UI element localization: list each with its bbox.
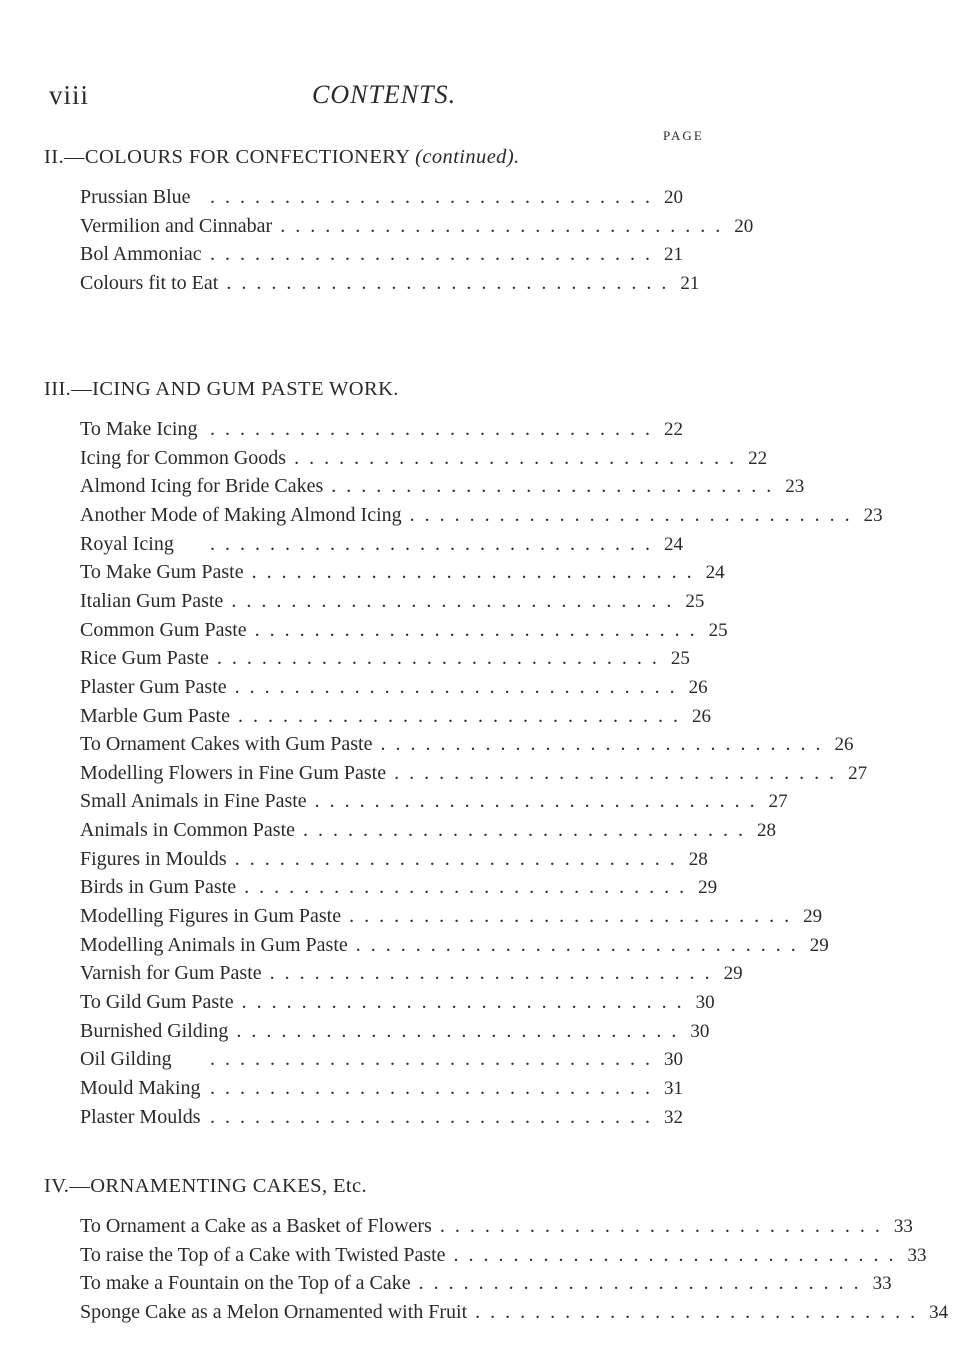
dot-leader: .............................. (210, 1076, 660, 1099)
dot-leader: .............................. (216, 647, 667, 670)
toc-entry (80, 618, 728, 647)
toc-entry (80, 186, 694, 214)
dot-leader: .............................. (439, 1215, 890, 1237)
toc-entry (80, 761, 868, 790)
toc-entry-page: 26 (834, 734, 854, 756)
toc-entry-title: To make a Fountain on the Top of a Cake (80, 1272, 411, 1295)
toc-entry-page: 25 (685, 590, 705, 612)
toc-entry-page: 31 (664, 1077, 683, 1099)
toc-entry-title: Bol Ammoniac (80, 243, 202, 266)
toc-entry (80, 1106, 694, 1134)
toc-entry (80, 1300, 949, 1329)
section-heading-text: III.—ICING AND GUM PASTE WORK. (44, 378, 399, 400)
toc-entry (80, 475, 805, 503)
dot-leader: .............................. (210, 1048, 660, 1071)
page-column-label: PAGE (663, 128, 704, 143)
toc-entry-title: To raise the Top of a Cake with Twisted Paste (80, 1243, 446, 1266)
toc-entry-page: 29 (723, 963, 743, 985)
toc-entry (80, 271, 700, 300)
toc-entry (80, 704, 711, 733)
dot-leader: .............................. (394, 761, 845, 784)
toc-entry-page: 33 (907, 1244, 927, 1266)
toc-entry-title: Burnished Gilding (80, 1019, 229, 1042)
toc-entry-page: 21 (664, 244, 683, 266)
dot-leader: .............................. (210, 186, 660, 208)
toc-entry-title: Colours fit to Eat (80, 271, 219, 294)
dot-leader: .............................. (380, 733, 831, 756)
dot-leader: .............................. (241, 991, 692, 1013)
toc-entry-page: 29 (698, 877, 718, 899)
toc-entry (80, 675, 708, 704)
dot-leader: .............................. (269, 962, 720, 985)
toc-entry-page: 23 (863, 504, 883, 526)
toc-entry (80, 991, 715, 1019)
section-heading-text: II.—COLOURS FOR CONFECTIONERY (44, 146, 410, 168)
toc-entry (80, 214, 754, 243)
toc-entry-page: 33 (872, 1273, 892, 1295)
toc-entry-title: Marble Gum Paste (80, 704, 230, 727)
toc-entry-title: Common Gum Paste (80, 618, 247, 641)
toc-entry-page: 30 (664, 1049, 683, 1071)
toc-entry-page: 32 (664, 1106, 683, 1128)
section-heading-text: IV.—ORNAMENTING CAKES, Etc. (44, 1175, 368, 1197)
section-heading (44, 1175, 367, 1198)
toc-entry-page: 25 (708, 619, 728, 641)
toc-entry-page: 22 (748, 447, 768, 469)
toc-entry (80, 876, 718, 904)
toc-entry (80, 733, 854, 761)
toc-entry-page: 29 (809, 934, 829, 956)
dot-leader: .............................. (314, 790, 765, 813)
toc-entry-title: Vermilion and Cinnabar (80, 214, 273, 237)
running-title: CONTENTS. (312, 80, 457, 109)
toc-entry-title: Icing for Common Goods (80, 446, 287, 469)
dot-leader: .............................. (349, 905, 800, 928)
toc-entry-title: To Make Icing (80, 418, 198, 440)
toc-entry-page: 34 (929, 1301, 949, 1323)
dot-leader: .............................. (254, 618, 705, 641)
toc-entry (80, 847, 708, 876)
toc-entry (80, 819, 776, 847)
dot-leader: .............................. (210, 1105, 660, 1128)
dot-leader: .............................. (237, 704, 688, 727)
toc-entry-title: Varnish for Gum Paste (80, 962, 262, 985)
toc-entry-title: Figures in Moulds (80, 847, 227, 870)
toc-entry-page: 23 (785, 476, 805, 498)
toc-entry (80, 1048, 694, 1076)
dot-leader: .............................. (210, 418, 660, 440)
dot-leader: .............................. (210, 243, 660, 266)
toc-entry-title: Italian Gum Paste (80, 589, 224, 612)
toc-entry (80, 1019, 710, 1048)
dot-leader: .............................. (294, 446, 745, 469)
toc-entry (80, 647, 694, 675)
toc-entry-title: To Gild Gum Paste (80, 991, 234, 1013)
toc-entry (80, 962, 743, 990)
toc-entry (80, 446, 768, 475)
toc-entry-page: 30 (695, 992, 715, 1013)
page-folio: viii (49, 80, 90, 110)
toc-entry (80, 1243, 927, 1272)
toc-entry-title: Birds in Gum Paste (80, 876, 237, 899)
toc-entry-title: Royal Icing (80, 532, 174, 555)
toc-entry-page: 22 (664, 419, 683, 440)
section-heading-suffix: (continued). (415, 146, 520, 168)
toc-entry (80, 1215, 913, 1243)
toc-entry-page: 20 (734, 215, 754, 237)
toc-entry (80, 933, 829, 962)
toc-entry-title: Oil Gilding (80, 1048, 172, 1071)
toc-entry-page: 30 (690, 1020, 710, 1042)
toc-entry-page: 21 (680, 272, 700, 294)
toc-entry (80, 1077, 694, 1105)
toc-entry-page: 27 (848, 762, 868, 784)
toc-entry-title: Mould Making (80, 1076, 201, 1099)
toc-entry-page: 26 (688, 676, 708, 698)
toc-entry-title: Another Mode of Making Almond Icing (80, 503, 402, 526)
toc-entry-title: Small Animals in Fine Paste (80, 790, 307, 813)
toc-entry-page: 33 (893, 1216, 913, 1237)
toc-entry (80, 503, 883, 532)
toc-entry-page: 20 (664, 187, 683, 208)
dot-leader: .............................. (226, 271, 677, 294)
toc-entry-title: To Ornament a Cake as a Basket of Flowers (80, 1215, 432, 1237)
section-heading (44, 378, 399, 401)
toc-entry (80, 905, 823, 933)
dot-leader: .............................. (236, 1019, 687, 1042)
toc-entry (80, 1272, 892, 1300)
toc-entry-title: Almond Icing for Bride Cakes (80, 475, 324, 498)
section-heading (44, 146, 520, 169)
toc-entry-title: Modelling Flowers in Fine Gum Paste (80, 761, 387, 784)
toc-entry-title: Animals in Common Paste (80, 819, 295, 842)
toc-entry-page: 29 (803, 906, 823, 928)
dot-leader: .............................. (453, 1243, 904, 1266)
dot-leader: .............................. (251, 561, 702, 584)
toc-entry-title: Modelling Figures in Gum Paste (80, 905, 342, 928)
toc-entry-title: To Make Gum Paste (80, 561, 244, 584)
dot-leader: .............................. (234, 847, 685, 870)
dot-leader: .............................. (231, 589, 682, 612)
toc-entry-title: Plaster Moulds (80, 1105, 201, 1128)
toc-entry-page: 26 (691, 705, 711, 727)
toc-entry (80, 790, 788, 818)
dot-leader: .............................. (210, 532, 660, 555)
toc-entry-page: 25 (670, 648, 690, 670)
running-head (0, 80, 800, 120)
dot-leader: .............................. (280, 214, 731, 237)
dot-leader: .............................. (234, 675, 685, 698)
toc-entry (80, 418, 694, 446)
dot-leader: .............................. (303, 819, 753, 842)
dot-leader: .............................. (331, 475, 782, 498)
toc-entry-page: 27 (768, 791, 788, 813)
toc-entry-page: 24 (705, 562, 725, 584)
toc-entry-page: 24 (664, 533, 683, 555)
dot-leader: .............................. (355, 933, 806, 956)
dot-leader: .............................. (418, 1272, 869, 1295)
toc-entry (80, 561, 725, 589)
toc-entry (80, 243, 694, 271)
toc-entry-title: To Ornament Cakes with Gum Paste (80, 733, 373, 756)
dot-leader: .............................. (475, 1300, 926, 1323)
toc-entry-title: Sponge Cake as a Melon Ornamented with Fruit (80, 1300, 468, 1323)
toc-entry-page: 28 (757, 820, 776, 842)
dot-leader: .............................. (409, 503, 860, 526)
toc-entry-title: Modelling Animals in Gum Paste (80, 933, 348, 956)
toc-entry-page: 28 (688, 848, 708, 870)
toc-entry (80, 533, 694, 561)
toc-entry (80, 589, 705, 618)
dot-leader: .............................. (244, 876, 695, 899)
toc-entry-title: Prussian Blue (80, 186, 191, 208)
toc-entry-title: Plaster Gum Paste (80, 675, 227, 698)
toc-entry-title: Rice Gum Paste (80, 647, 209, 670)
